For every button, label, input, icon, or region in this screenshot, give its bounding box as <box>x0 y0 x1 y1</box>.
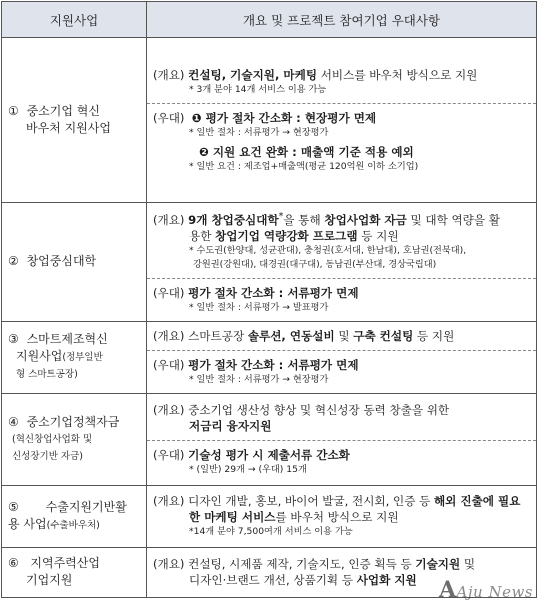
overview-tag: (개요) <box>153 494 185 509</box>
pref-item-1: 기술성 평가 시 제출서류 간소화 <box>188 447 350 462</box>
program-name: 수출지원기반활 <box>45 499 127 514</box>
overview-text: 중소기업 생산성 향상 및 혁신성장 동력 창출을 위한 <box>188 402 450 417</box>
overview-bold: 솔루션, 연동설비 <box>247 328 335 343</box>
overview-tag: (개요) <box>153 212 185 227</box>
overview-note: 강원권(강원대), 대경권(대구대), 동남권(부산대, 경상국립대) <box>193 258 437 270</box>
program-name: 중소기업 혁신 <box>26 104 100 118</box>
pref-note-1: * 일반 절차 : 서류평가 → 현장평가 <box>189 126 329 138</box>
divider <box>147 440 536 441</box>
overview-tag: (개요) <box>153 67 185 82</box>
overview-bold: 사업화 지원 <box>356 573 417 588</box>
program-name-cell <box>2 38 147 203</box>
header-overview: 개요 및 프로젝트 참여기업 우대사항 <box>147 2 537 38</box>
program-detail-cell <box>147 203 537 322</box>
row-number: ① <box>8 104 19 118</box>
overview-note: *14개 분야 7,500여개 서비스 이용 가능 <box>189 526 353 538</box>
pref-tag: (우대) <box>153 447 185 462</box>
program-name-cell <box>2 203 147 322</box>
row-number: ⑥ <box>8 556 19 571</box>
overview-tag: (개요) <box>153 328 185 343</box>
pref-note-1: * (일반) 29개 → (우대) 15개 <box>189 463 307 475</box>
program-name-line2: 기업지원 <box>26 573 73 588</box>
pref-item-1: ❶ 평가 절차 간소화 : 현장평가 면제 <box>191 110 377 125</box>
pref-note-1: * 일반 절차 : 서류평가 → 발표평가 <box>189 301 329 313</box>
program-subname: (혁신창업사업화 및 <box>12 433 93 445</box>
table-row <box>2 38 537 203</box>
row-number: ④ <box>8 414 19 429</box>
overview-note: * 수도권(한양대, 성균관대), 충청권(호서대, 한남대), 호남권(전북대), <box>189 244 467 256</box>
overview-text: 및 대학 역량을 활 <box>406 212 500 227</box>
program-subname: (정부일반 <box>62 352 103 364</box>
support-program-table <box>1 1 537 598</box>
overview-text: 디자인 개발, 홍보, 바이어 발굴, 전시회, 인증 등 <box>188 494 434 509</box>
overview-bold: 창업기업 역량강화 프로그램 <box>215 228 358 243</box>
program-name-line2: 바우처 지원사업 <box>26 121 111 135</box>
table-row <box>2 321 537 393</box>
program-name: 창업중심대학 <box>26 254 97 269</box>
overview-bold: 한 마케팅 서비스 <box>189 510 276 525</box>
row-number: ③ <box>8 332 19 347</box>
program-detail-cell <box>147 38 537 203</box>
overview-tag: (개요) <box>153 557 185 572</box>
divider <box>147 278 536 279</box>
overview-text: 및 <box>460 557 476 572</box>
overview-text: 및 <box>334 328 354 343</box>
table-header-row <box>2 2 537 38</box>
program-name-line2: 용 사업 <box>8 516 47 531</box>
overview-text: 디자인·브랜드 개선, 상품기획 등 <box>189 573 357 588</box>
overview-bold: 해외 진출에 필요 <box>433 494 521 509</box>
overview-text: 을 통해 <box>283 212 325 227</box>
pref-tag: (우대) <box>153 357 185 372</box>
program-subname: 신성장기반 자금) <box>12 450 83 462</box>
pref-tag: (우대) <box>153 110 185 125</box>
pref-note-2: * 일반 요건 : 제조업+매출액(평균 120억원 이하 소기업) <box>189 160 419 172</box>
pref-item-1: 평가 절차 간소화 : 서류평가 면제 <box>188 357 359 372</box>
pref-tag: (우대) <box>153 285 185 300</box>
program-name-cell <box>2 393 147 485</box>
table-row <box>2 203 537 322</box>
watermark-text: Aju News <box>456 583 533 601</box>
overview-text: 용한 <box>189 228 216 243</box>
footnote-mark: * <box>278 211 284 222</box>
header-program: 지원사업 <box>2 2 147 38</box>
program-name-cell <box>2 547 147 597</box>
overview-bold: 저금리 융자지원 <box>189 418 272 433</box>
row-number: ② <box>8 254 19 269</box>
overview-bold: 구축 컨설팅 <box>353 328 414 343</box>
program-detail-cell <box>147 485 537 547</box>
overview-bold: 기술지원 <box>415 557 461 572</box>
program-detail-cell <box>147 321 537 393</box>
program-name: 중소기업정책자금 <box>26 414 120 429</box>
program-name-cell <box>2 485 147 547</box>
overview-tag: (개요) <box>153 402 185 417</box>
overview-text: 서비스를 바우처 방식으로 지원 <box>317 67 478 82</box>
overview-text: 등 지원 <box>413 328 455 343</box>
program-name: 스마트제조혁신 <box>26 332 108 347</box>
overview-bold: 컨설팅, 기술지원, 마케팅 <box>188 67 318 82</box>
table-row <box>2 485 537 547</box>
overview-text: 컨설팅, 시제품 제작, 기술지도, 인증 획득 등 <box>188 557 416 572</box>
program-detail-cell <box>147 393 537 485</box>
watermark-logo: AAju News <box>438 577 533 603</box>
row-number: ⑤ <box>8 499 19 514</box>
overview-note: * 3개 분야 14개 서비스 이용 가능 <box>189 83 327 95</box>
program-subname: (수출바우처) <box>46 519 100 531</box>
program-name-cell <box>2 321 147 393</box>
overview-bold: 창업사업화 자금 <box>324 212 407 227</box>
overview-text: 등 지원 <box>357 228 399 243</box>
pref-item-1: 평가 절차 간소화 : 서류평가 면제 <box>188 285 359 300</box>
divider <box>147 350 536 351</box>
table-row <box>2 393 537 485</box>
overview-text: 스마트공장 <box>188 328 248 343</box>
divider <box>147 103 536 104</box>
overview-bold: 9개 창업중심대학 <box>188 212 279 227</box>
overview-text: 를 바우처 방식으로 지원 <box>275 510 399 525</box>
program-name-line2: 지원사업 <box>16 349 63 364</box>
pref-note-1: * 일반 절차 : 서류평가 → 현장평가 <box>189 373 329 385</box>
program-subname: 형 스마트공장) <box>16 369 78 381</box>
program-name: 지역주력산업 <box>30 556 100 571</box>
pref-item-2: ❷ 지원 요건 완화 : 매출액 기준 적용 예외 <box>199 144 414 159</box>
